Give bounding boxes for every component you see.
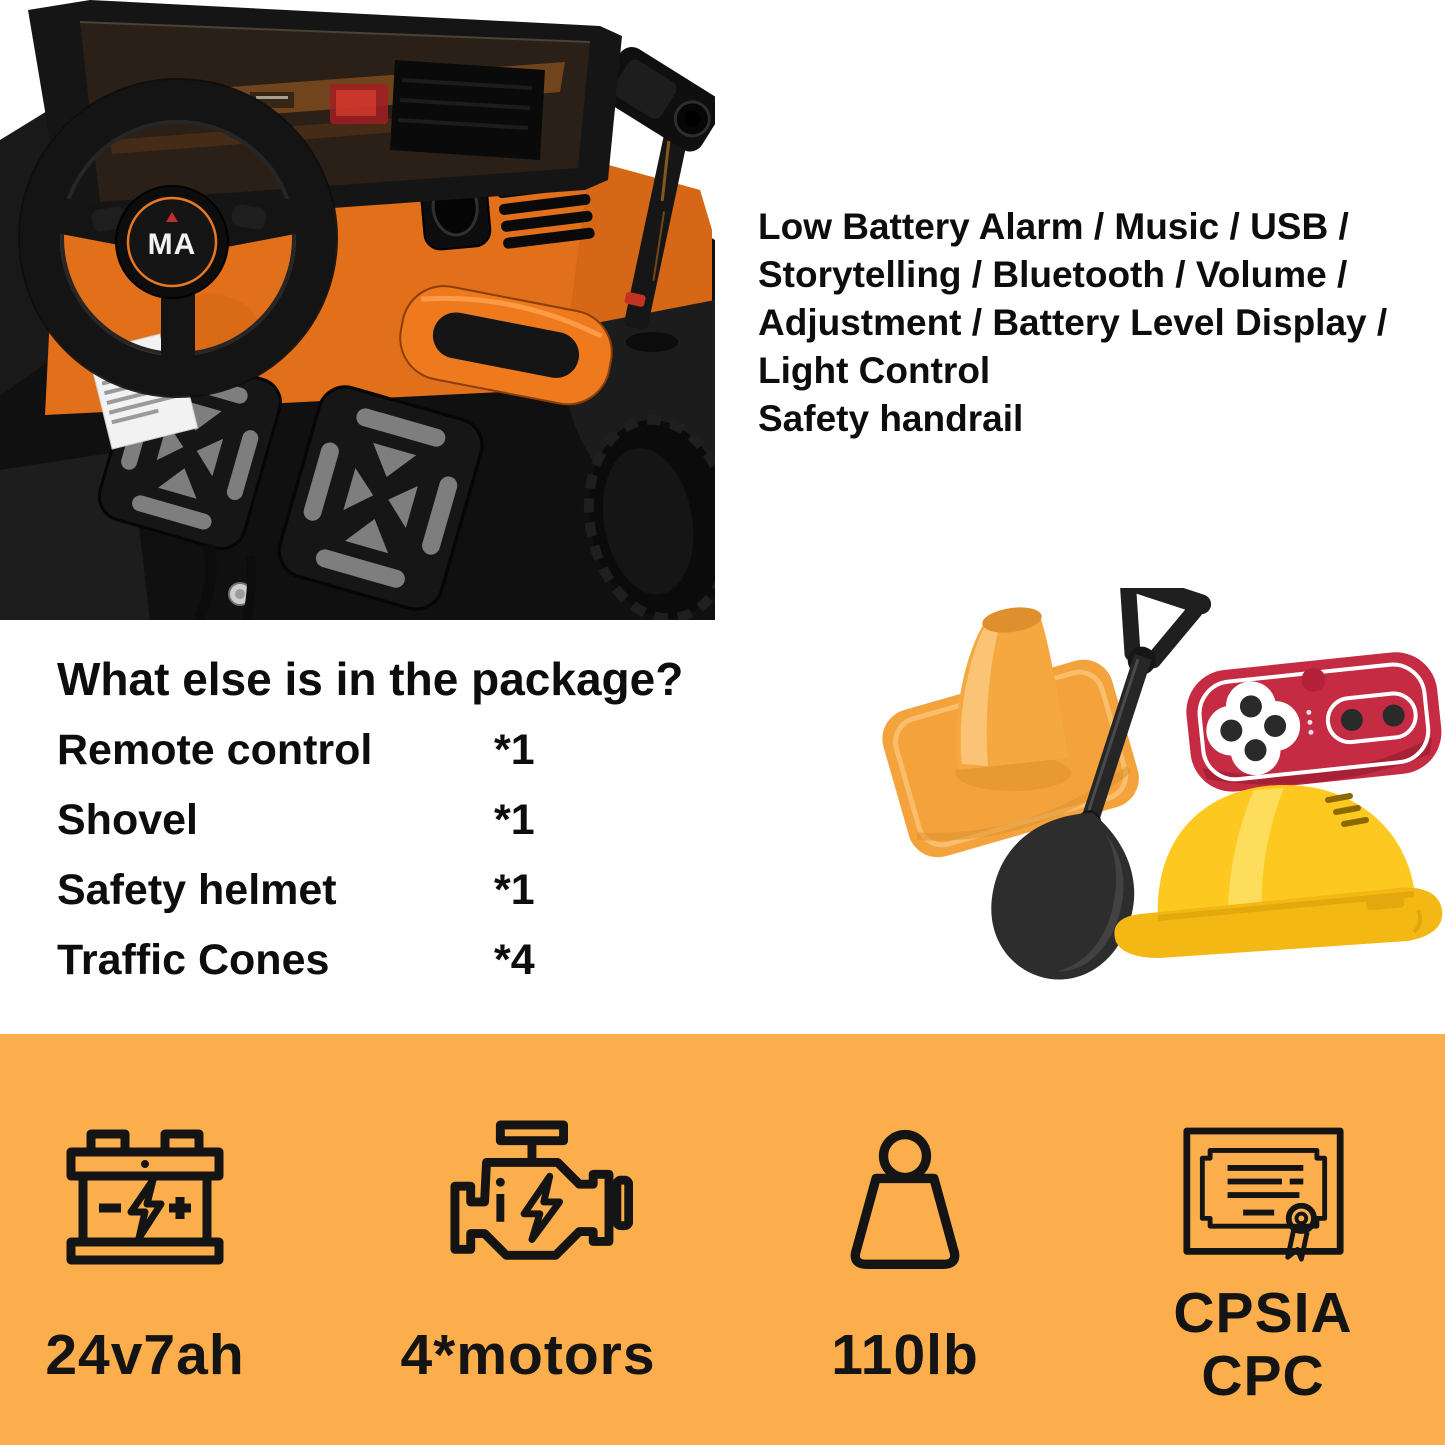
spec-label-motors: 4*motors [400, 1323, 656, 1387]
package-item [57, 936, 757, 1006]
features-line: Light Control [758, 350, 991, 391]
package-item-qty: *1 [494, 726, 535, 774]
truck-cockpit-photo [0, 0, 715, 620]
spec-item-battery [0, 1034, 320, 1445]
spec-item-weight [730, 1034, 1080, 1445]
package-item-name: Shovel [57, 796, 198, 844]
accessories-photo [858, 588, 1445, 1014]
features-line: Safety handrail [758, 398, 1024, 439]
package-item-qty: *1 [494, 796, 535, 844]
package-section [57, 650, 757, 1006]
features-line: Low Battery Alarm / Music / USB / [758, 206, 1349, 247]
package-item [57, 726, 757, 796]
spec-label-weight: 110lb [831, 1323, 979, 1387]
spec-label-battery: 24v7ah [45, 1323, 245, 1387]
package-item-name: Remote control [57, 726, 373, 774]
engine-icon [423, 1119, 633, 1277]
features-text [758, 203, 1445, 443]
weight-icon [835, 1126, 975, 1271]
spec-item-certificate [1088, 1034, 1438, 1445]
package-item-qty: *4 [494, 936, 535, 984]
features-line: Adjustment / Battery Level Display / [758, 302, 1388, 343]
package-item-name: Traffic Cones [57, 936, 330, 984]
spec-label-certificate: CPSIA CPC [1173, 1281, 1353, 1408]
spec-item-motors [353, 1034, 703, 1445]
package-item [57, 796, 757, 866]
steering-logo: MA [147, 228, 197, 261]
package-item-qty: *1 [494, 866, 535, 914]
package-item-name: Safety helmet [57, 866, 337, 914]
package-heading: What else is in the package? [57, 653, 684, 705]
certificate-icon [1181, 1125, 1346, 1271]
remote-control [1182, 648, 1445, 796]
features-line: Storytelling / Bluetooth / Volume / [758, 254, 1348, 295]
battery-icon [65, 1128, 225, 1268]
package-item [57, 866, 757, 936]
safety-helmet [1114, 785, 1442, 958]
specs-band [0, 1034, 1445, 1445]
